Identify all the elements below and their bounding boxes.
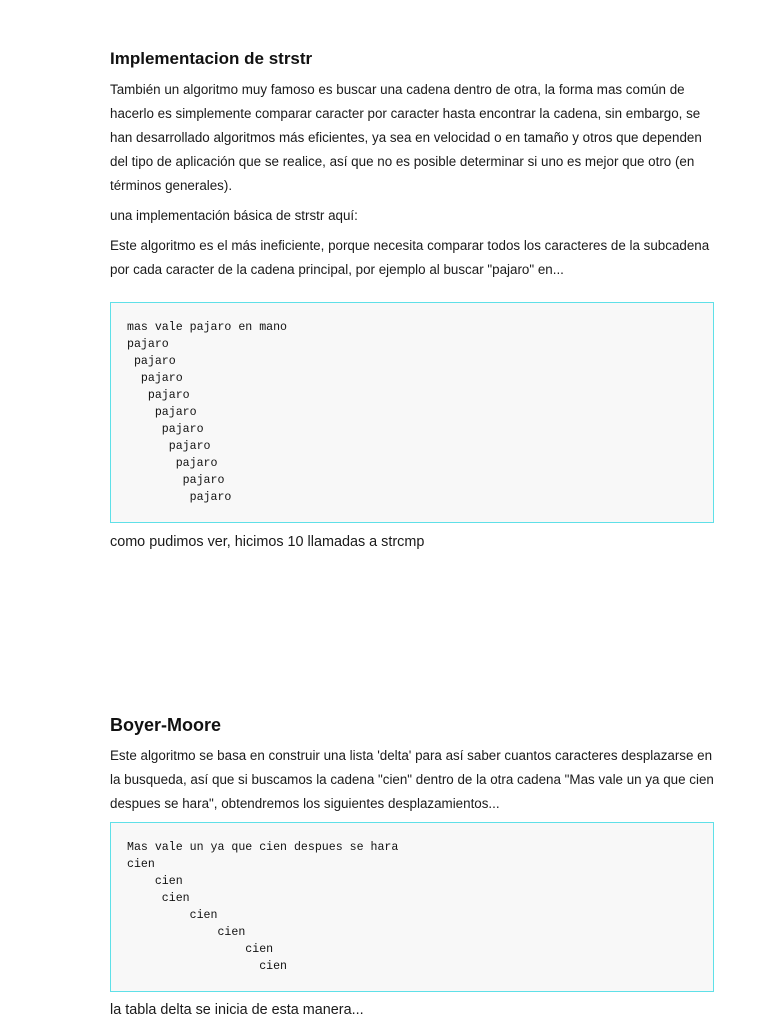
code-line: Mas vale un ya que cien despues se hara: [127, 841, 399, 854]
code-line: pajaro: [127, 423, 204, 436]
strstr-section: [110, 48, 715, 552]
code-line: pajaro: [127, 474, 225, 487]
strstr-caption: como pudimos ver, hicimos 10 llamadas a strcmp: [110, 534, 425, 550]
code-line: cien: [127, 909, 218, 922]
boyer-moore-paragraph: Este algoritmo se basa en construir una lista 'delta' para así saber cuantos caracteres desplazarse en la busqueda, así que si buscamos la cadena "cien" dentro de la otra cadena "Mas vale un ya que cien despues se hara", obtendremos los siguientes desplazamientos...: [110, 748, 714, 811]
strstr-code-block: [110, 302, 714, 523]
code-line: cien: [127, 960, 288, 973]
code-line: cien: [127, 892, 190, 905]
boyer-moore-section: [110, 714, 715, 1020]
code-line: cien: [127, 875, 183, 888]
strstr-heading: Implementacion de strstr: [110, 49, 313, 68]
code-line: pajaro: [127, 355, 176, 368]
boyer-moore-heading: Boyer-Moore: [110, 715, 222, 735]
code-line: mas vale pajaro en mano: [127, 321, 288, 334]
boyer-moore-code-block: [110, 822, 714, 992]
code-line: pajaro: [127, 440, 211, 453]
strstr-intro-paragraph: También un algoritmo muy famoso es buscar una cadena dentro de otra, la forma mas común de hacerlo es simplemente comparar caracter por caracter hasta encontrar la cadena, sin embargo, se han desarrollado algoritmos más eficientes, ya sea en velocidad o en tamaño y otros que dependen del tipo de aplicación que se realice, así que no es posible determinar si uno es mejor que otro (en términos generales).: [110, 82, 702, 193]
strstr-explanation-paragraph: Este algoritmo es el más ineficiente, porque necesita comparar todos los caracteres de la subcadena por cada caracter de la cadena principal, por ejemplo al buscar "pajaro" en...: [110, 238, 710, 277]
code-line: pajaro: [127, 389, 190, 402]
code-line: pajaro: [127, 457, 218, 470]
strstr-implementation-paragraph: una implementación básica de strstr aquí:: [110, 208, 358, 223]
code-line: cien: [127, 943, 274, 956]
code-line: cien: [127, 926, 246, 939]
code-line: pajaro: [127, 406, 197, 419]
code-line: pajaro: [127, 372, 183, 385]
code-line: cien: [127, 858, 155, 871]
code-line: pajaro: [127, 338, 169, 351]
code-line: pajaro: [127, 491, 232, 504]
boyer-moore-caption: la tabla delta se inicia de esta manera...: [110, 1002, 364, 1018]
